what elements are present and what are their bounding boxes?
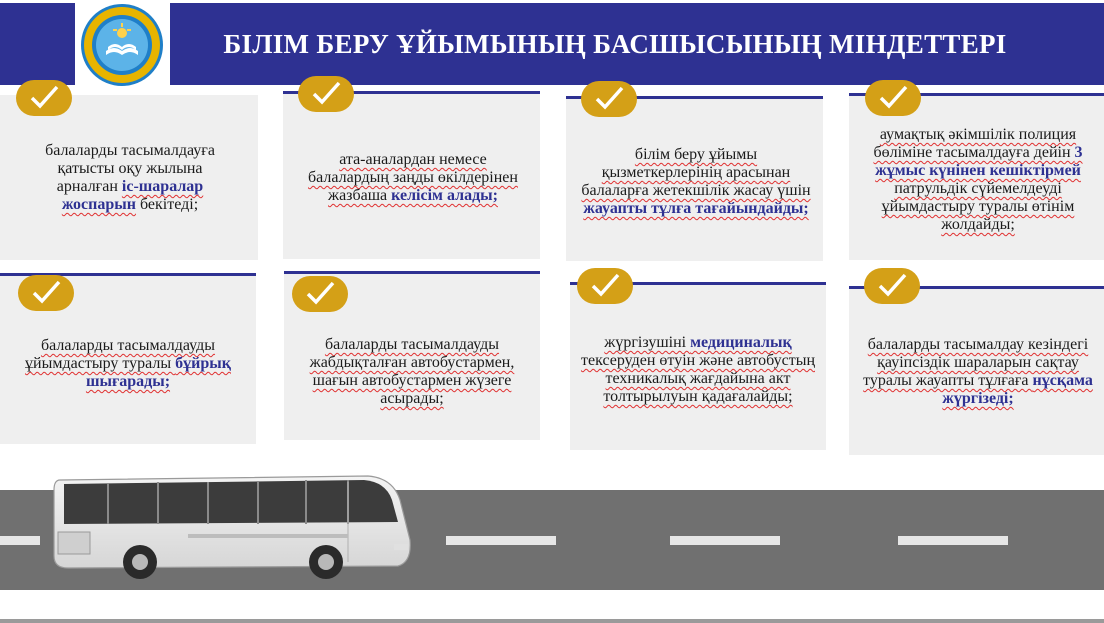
check-badge [16,80,72,116]
card-text-buses: балаларды тасымалдауды жабдықталған автобустармен, шағын автобустармен жүзеге асырады; [309,336,515,407]
check-badge [18,275,74,311]
checkmark-icon [310,78,342,108]
check-badge [298,76,354,112]
card-border [284,271,540,274]
checkmark-icon [30,277,62,307]
card-text-police: аумақтық әкімшілік полиция бөліміне тасымалдауға дейін 3 жұмыс күнінен кешіктірмей патрульдік сүйемелдеуді ұйымдастыру туралы өтінім жолдайды; [873,126,1083,233]
header [0,0,1104,85]
checkmark-icon [877,82,909,112]
road-marking [898,536,1008,545]
check-badge [864,268,920,304]
check-badge [577,268,633,304]
checkmark-icon [304,278,336,308]
checkmark-icon [28,82,60,112]
card-text-instruction: балаларды тасымалдау кезіндегі қауіпсіздік шараларын сақтау туралы жауапты тұлғаға нұсқама жүргізеді; [863,336,1093,407]
check-badge [292,276,348,312]
road-marking [670,536,780,545]
bus-icon [48,470,418,582]
card-text-consent: ата-аналардан немесе балалардың заңды өкілдерінен жазбаша келісім алады; [308,151,518,204]
bottom-divider [0,619,1104,623]
road-marking [446,536,556,545]
checkmark-icon [589,270,621,300]
card-text-order: балаларды тасымалдауды ұйымдастыру туралы бұйрық шығарады; [25,337,231,390]
checkmark-icon [876,270,908,300]
emblem-logo-icon [80,3,164,87]
card-text-responsible: білім беру ұйымы қызметкерлерінің арасынан балаларға жетекшілік жасау үшін жауапты тұлға тағайындайды; [581,146,811,217]
checkmark-icon [593,83,625,113]
page-title: БІЛІМ БЕРУ ҰЙЫМЫНЫҢ БАСШЫСЫНЫҢ МІНДЕТТЕРІ [223,29,1007,59]
check-badge [581,81,637,117]
road-marking [0,536,40,545]
check-badge [865,80,921,116]
card-text-medical: жүргізушіні медициналық тексеруден өтуін және автобустың техникалық жағдайына акт толтырылуын қадағалайды; [580,334,816,405]
card-text-plan: балаларды тасымалдауға қатысты оқу жылына арналған іс-шаралар жоспарын бекітеді; [45,142,215,213]
